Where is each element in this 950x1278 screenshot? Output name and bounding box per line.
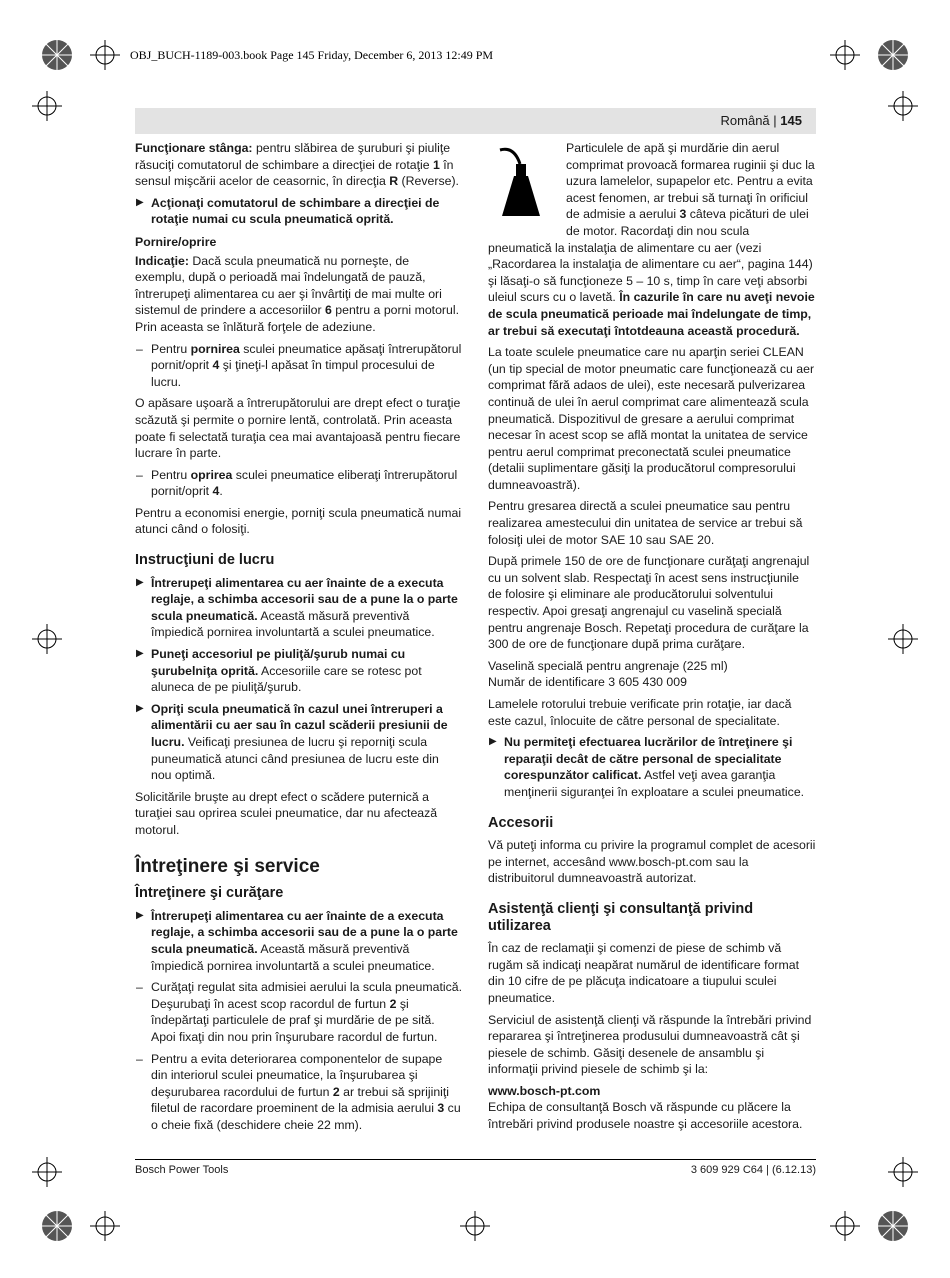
page-header-bar [135,108,816,134]
registration-mark-bottom-left-circle [40,1209,74,1243]
heading-intretinere-si-service: Întreţinere şi service [135,855,320,877]
crosshair-mark-bottom-1 [90,1211,120,1241]
crosshair-mark-left-1 [32,91,62,121]
paragraph-vaselina: Vaselină specială pentru angrenaje (225 ml) Număr de identificare 3 605 430 009 [488,658,728,690]
dash-item-evita-deteriorarea: – Pentru a evita deteriorarea componentelor de supape din interiorul sculei pneumatice, la înşurubarea şi deşurubarea racordului de furtun 2 ar trebui să sprijiniţi filetul de racordare proeminent de la admisia aerului 3 cu o cheie fixă (deschidere cheie 22 mm). [135,1051,462,1134]
registration-mark-bottom-right-circle [876,1209,910,1243]
crosshair-mark-bottom-center [460,1211,490,1241]
bullet-nu-permiteti: ▶ Nu permiteţi efectuarea lucrărilor de întreţinere şi reparaţii decât de către personal de specialitate corespunzător calificat. Astfel veţi avea garanţia menţinerii siguranţei în exploatare a sculei pneumatice. [488,734,816,800]
paragraph-serviciul-asistenta: Serviciul de asistenţă clienţi vă răspunde la întrebări privind repararea şi întreţinerea produsului dumneavoastră cât şi piesele de schimb. Găsiţi desenele de ansamblu şi informaţii privind piesele de schimb şi la: [488,1012,812,1077]
bullet-intrerupeti-alimentarea-2: ▶ Întrerupeţi alimentarea cu aer înainte de a executa reglaje, a schimba accesorii sau de a pune la o parte scula pneumatică. Această măsură preventivă împiedică pornirea involuntartă a sculei pneumatice. [135,908,462,974]
crosshair-mark-right-mid [888,624,918,654]
crosshair-mark-right-1 [888,91,918,121]
paragraph-economisi: Pentru a economisi energie, porniţi scula pneumatică numai atunci când o folosiţi. [135,505,462,537]
crosshair-mark-left-mid [32,624,62,654]
paragraph-accesorii: Vă puteţi informa cu privire la programul complet de acesorii pe internet, accesând www.bosch-pt.com sau la distribuitorul dumneavoastră autorizat. [488,838,816,886]
subheading-pornire-oprire: Pornire/oprire [135,234,217,249]
heading-intretinere-si-curatare: Întreţinere şi curăţare [135,885,284,902]
crosshair-mark-bottom-2 [830,1211,860,1241]
paragraph-serie-clean: La toate sculele pneumatice care nu aparţin seriei CLEAN (un tip special de motor pneumatic care funcţionează cu aer comprimat fără adaos de ulei), este necesară pulverizarea continuă de ulei în aerul comprimat care alimentează scula pneumatică. Dispozitivul de gresare a aerului comprimat necesar în acest scop se află montat la unitatea de service pentru aerul comprimat preconectată sculei pneumatice (detalii suplimentare găsiţi la producătorul compresorului dumneavoastră). [488,345,815,492]
left-column [135,140,462,1138]
paragraph-echipa-consultanta: Echipa de consultanţă Bosch vă răspunde cu plăcere la întrebări privind produsele noastre şi accesoriile acestora. [488,1100,803,1132]
bullet-intrerupeti-alimentarea: ▶ Întrerupeţi alimentarea cu aer înainte de a executa reglaje, a schimba accesorii sau de a pune la o parte scula pneumatică. Această măsură preventivă împiedică pornirea involuntartă a sculei pneumatice. [135,575,462,641]
page-header-label [721,113,802,128]
print-header: OBJ_BUCH-1189-003.book Page 145 Friday, December 6, 2013 12:49 PM [130,48,494,62]
heading-instructiuni-de-lucru: Instrucţiuni de lucru [135,552,275,569]
registration-mark-top-right-circle [876,38,910,72]
heading-asistenta-clienti: Asistenţă clienţi şi consultanţă privind utilizarea [488,900,754,934]
oil-can-icon [488,144,558,226]
dash-item-oprirea: – Pentru oprirea sculei pneumatice eliberaţi întrerupătorul pornit/oprit 4. [135,467,462,500]
heading-accesorii: Accesorii [488,814,554,831]
right-column [488,140,816,1138]
page-number: 145 [780,113,802,128]
paragraph-indicatie: Indicaţie: Dacă scula pneumatică nu porneşte, de exemplu, după o perioadă mai îndelungată de pauză, întrerupeţi alimentarea cu aer şi învârtiţi de mai multe ori sistemul de prindere a accesoriilor 6 pentru a porni motorul. Prin aceasta se înlătură forţele de adeziune. [135,253,459,334]
paragraph-lamelele-rotorului: Lamelele rotorului trebuie verificate prin rotaţie, iar dacă este cazul, înlocuite de către personal de specialitate. [488,697,792,728]
paragraph-gresarea-directa: Pentru gresarea directă a sculei pneumatice sau pentru realizarea amestecului din unitatea de service ar trebui să folosiţi ulei de motor SAE 10 sau SAE 20. [488,499,803,547]
crosshair-mark-top-1 [90,40,120,70]
registration-mark-top-left-circle [40,38,74,72]
footer-doc-id: 3 609 929 C64 | (6.12.13) [690,1164,816,1176]
dash-item-pornirea: – Pentru pornirea sculei pneumatice apăsaţi întrerupătorul pornit/oprit 4 şi ţineţi-l apăsat în timpul procesului de lucru. [135,341,462,391]
page-footer [135,1159,816,1176]
oil-paragraph-block [488,140,816,344]
bullet-actionati-comutatorul: ▶ Acţionaţi comutatorul de schimbare a direcţiei de rotaţie numai cu scula pneumatică oprită. [135,195,462,228]
footer-brand: Bosch Power Tools [135,1164,229,1176]
header-separator: | [773,113,777,128]
crosshair-mark-right-bottom [888,1157,918,1187]
language-label: Română [720,113,770,128]
paragraph-reclamatii: În caz de reclamaţii şi comenzi de piese de schimb vă rugăm să indicaţi neapărat numărul de identificare format din 10 cifre de pe plăcuţa indicatoare a tiupului sculei pneumatice. [488,941,800,1005]
paragraph-functionare-stanga: Funcţionare stânga: pentru slăbirea de şuruburi şi piuliţe răsuciţi comutatorul de schimbare a direcţiei de rotaţie 1 în sensul mişcării acelor de ceasornic, în direcţia R (Reverse). [135,141,459,189]
paragraph-particulele-de-apa: Particulele de apă şi murdărie din aerul comprimat provoacă formarea ruginii şi duc la uzura lamelelor, supapelor etc. Pentru a evita acest fenomen, ar trebui să turnaţi în orificiul de admisie a aerului 3 câteva picături de ulei de motor. Racordaţi din nou scula pneumatică la instalaţia de alimentare cu aer (vezi „Racordarea la instalaţia de alimentare cu aer“, pagina 144) şi lăsaţi-o să funcţioneze 5 – 10 s, timp în care veţi absorbi uleiul scurs cu o lavetă. În cazurile în care nu aveţi nevoie de scula pneumatică perioade mai îndelungate de timp, ar trebui să executaţi întotdeauna această procedură. [488,141,815,338]
paragraph-solicitarile: Solicitările bruşte au drept efect o scădere puternică a turaţiei sau oprirea sculei pneumatice, dar nu afectează motorul. [135,789,438,837]
crosshair-mark-left-bottom [32,1157,62,1187]
paragraph-primele-150-ore: După primele 150 de ore de funcţionare curăţaţi angrenajul cu un solvent slab. Respectaţi în acest sens instrucţiunile de folosire şi eliminare ale producătorului solventului respectiv. Apoi gresaţi angrenajul cu vaselină specială pentru angrenaje Bosch. Repetaţi procedura de curăţare la 300 de ore de funcţionare după prima curăţare. [488,554,810,652]
bullet-opriti-scula: ▶ Opriţi scula pneumatică în cazul unei întreruperi a alimentării cu aer sau în cazul scăderii presiunii de lucru. Veificaţi presiunea de lucru şi reporniţi scula puneumatică atunci când presiunea de lucru este din nou optimă. [135,701,462,784]
paragraph-apasare: O apăsare uşoară a întrerupătorului are drept efect o turaţie scăzută şi permite o pornire lentă, controlată. Prin aceasta poate fi selectată turaţia cea mai avantajoasă pentru fiecare lucrare în parte. [135,396,461,461]
dash-item-curatati-sita: – Curăţaţi regulat sita admisiei aerului la scula pneumatică. Deşurubaţi în acest scop racordul de furtun 2 şi îndepărtaţi particulele de praf şi murdărie de pe sită. Apoi fixaţi din nou prin înşurubare racordul de furtun. [135,979,462,1045]
bosch-website-link[interactable]: www.bosch-pt.com [488,1083,601,1098]
crosshair-mark-top-2 [830,40,860,70]
bullet-puneti-accesoriul: ▶ Puneţi accesoriul pe piuliţă/şurub numai cu şurubelniţa oprită. Accesoriile care se rotesc pot aluneca de pe piuliţă/şurub. [135,646,462,696]
